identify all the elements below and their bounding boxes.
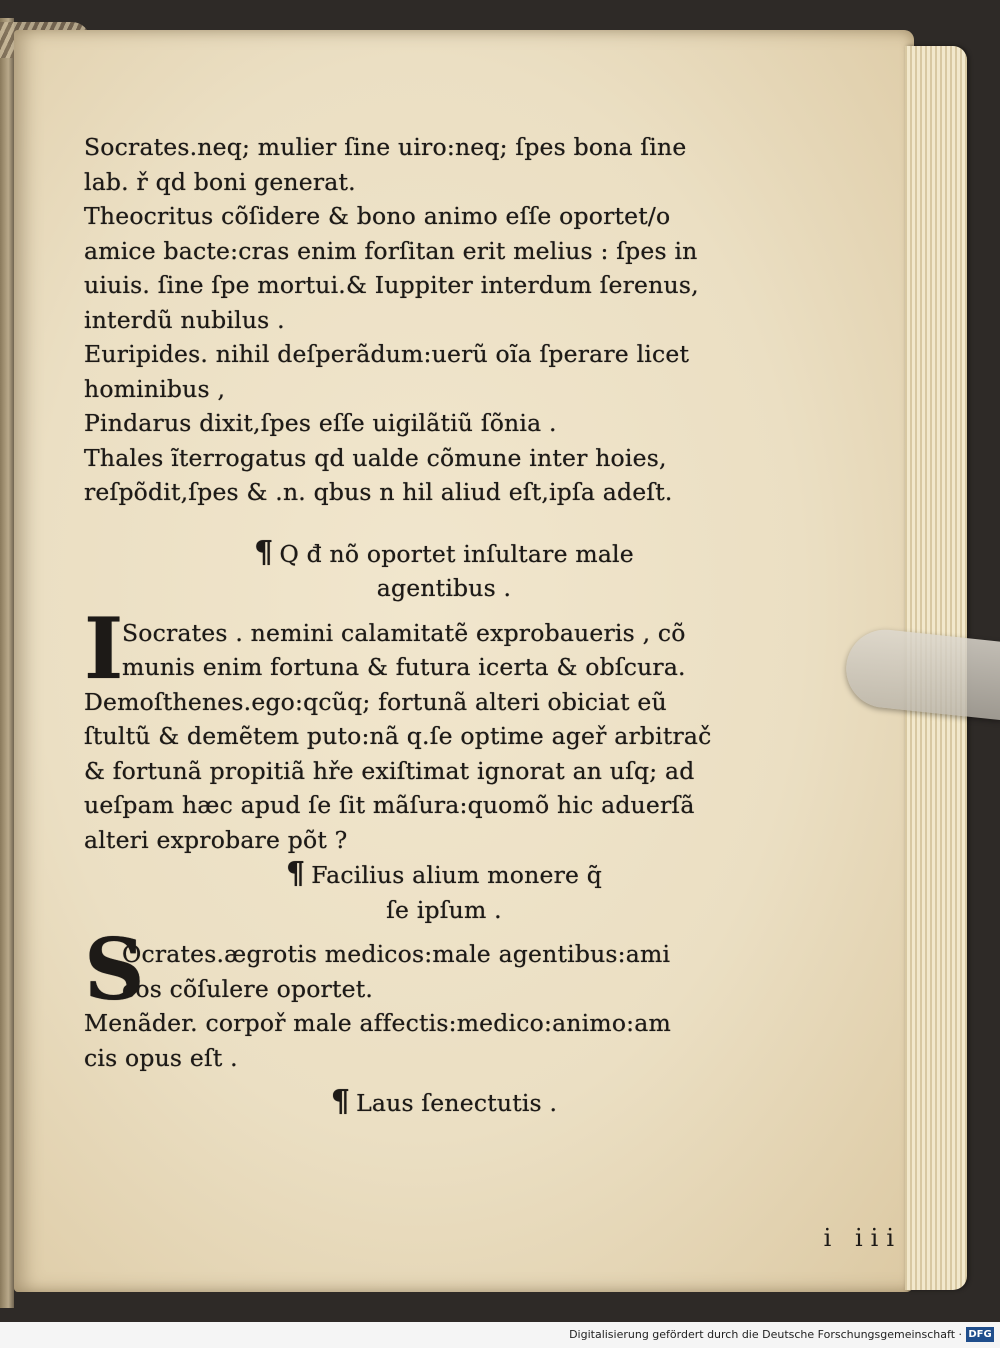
- signature-mark: i iii: [823, 1224, 902, 1252]
- drop-cap: S: [84, 920, 145, 1019]
- text-line: lab. ř qd boni generat.: [84, 167, 356, 196]
- section-heading: [84, 536, 804, 572]
- pilcrow-icon: ¶: [330, 1084, 351, 1119]
- text-line: Socrates . nemini calamitatẽ exprobaueris , cõ: [122, 618, 686, 647]
- text-line: amice bacte:cras enim forſitan erit melius : ſpes in: [84, 236, 698, 265]
- text-line: ſtultũ & demẽtem puto:nã q.ſe optime ageř arbitrač: [84, 722, 712, 750]
- dfg-logo: DFG: [966, 1327, 994, 1342]
- text-line: reſpõdit,ſpes & .n. qbus n hil aliud eſt,ipſa adeſt.: [84, 478, 673, 506]
- text-line: hominibus ,: [84, 374, 226, 403]
- pilcrow-icon: ¶: [254, 534, 274, 570]
- text-line: Euripides. nihil deſperãdum:uerũ oĩa ſperare licet: [84, 340, 690, 368]
- text-line: ueſpam hæc apud ſe ſit mãſura:quomõ hic aduerſã: [84, 791, 695, 819]
- section-heading-cont: ſe ipſum .: [386, 895, 502, 924]
- drop-cap: I: [84, 598, 124, 698]
- text-line: alteri exprobare põt ?: [84, 825, 348, 854]
- book-cover-edge: [0, 18, 14, 1308]
- footer-credit: Digitalisierung gefördert durch die Deutsche Forschungsgemeinschaft ·: [569, 1328, 962, 1341]
- paragraph-with-initial: [84, 598, 804, 698]
- footer-bar: [0, 1322, 1000, 1348]
- heading-text: Laus ſenectutis .: [356, 1089, 558, 1117]
- pilcrow-icon: ¶: [285, 856, 306, 891]
- text-line: munis enim fortuna & futura icerta & obſcura.: [122, 653, 686, 681]
- text-line: Pindarus dixit,ſpes eſſe uigilãtiũ ſõnia .: [84, 409, 557, 437]
- text-line: & fortunã propitiã hře exiſtimat ignorat an uſq; ad: [84, 756, 695, 785]
- text-line: uiuis. ſine ſpe mortui.& Iuppiter interdum ſerenus,: [84, 271, 699, 299]
- section-heading-cont: agentibus .: [376, 574, 512, 602]
- text-line: Menãder. corpoř male affectis:medico:animo:am: [84, 1009, 671, 1037]
- text-line: cis opus eſt .: [84, 1043, 238, 1072]
- heading-text: Q đ nõ oportet inſultare male: [279, 539, 634, 568]
- text-block: [84, 130, 804, 1121]
- heading-text: Facilius alium monere q̃: [311, 861, 603, 889]
- text-line: Ocrates.ægrotis medicos:male agentibus:ami: [122, 940, 671, 968]
- text-line: Thales ĩterrogatus qd ualde cõmune inter hoies,: [84, 443, 667, 472]
- text-line: Socrates.neq; mulier ſine uiro:neq; ſpes bona ſine: [84, 133, 687, 161]
- paragraph-with-initial: [84, 920, 804, 1019]
- section-heading: [84, 1085, 804, 1121]
- text-line: Theocritus cõſidere & bono animo eſſe oportet/o: [84, 202, 671, 230]
- text-line: cos cõſulere oportet.: [122, 974, 374, 1003]
- text-line: interdũ nubilus .: [84, 305, 285, 334]
- section-heading: [84, 857, 804, 893]
- text-line: Demoſthenes.ego:qcũq; fortunã alteri obiciat eũ: [84, 687, 667, 716]
